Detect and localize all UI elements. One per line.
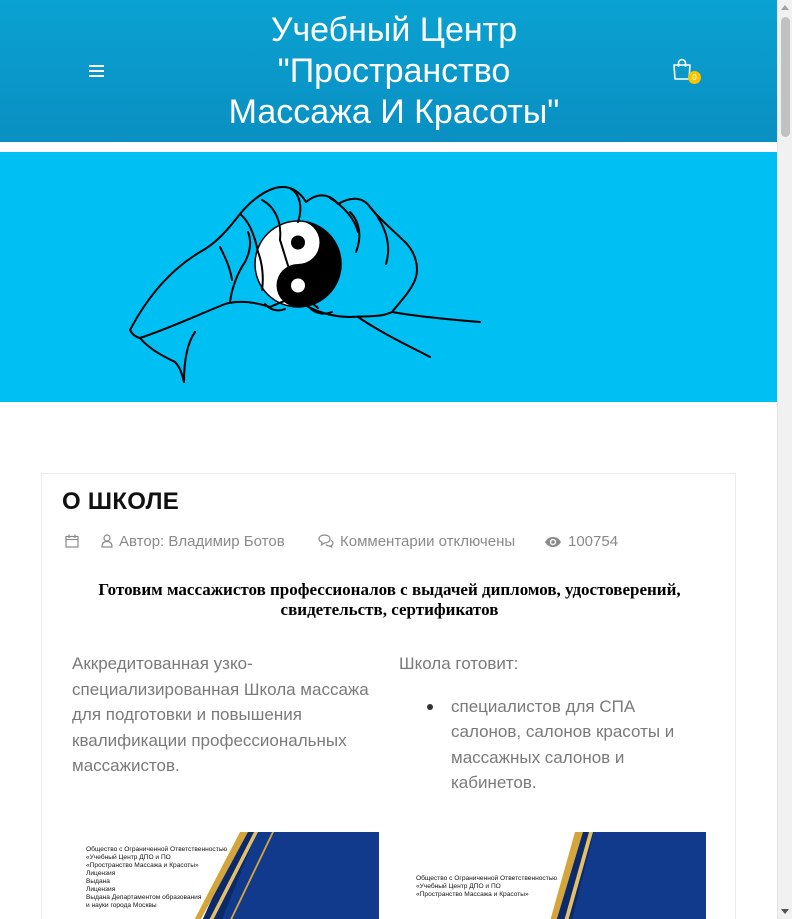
- date-meta: [65, 532, 85, 552]
- document-line: «Пространство Массажа и Красоты»: [416, 891, 529, 898]
- document-line: «Учебный Центр ДПО и ПО: [86, 854, 171, 861]
- article-title[interactable]: О ШКОЛЕ: [62, 488, 180, 515]
- vertical-scrollbar[interactable]: [777, 0, 792, 919]
- document-line: «Пространство Массажа и Красоты»: [86, 862, 199, 869]
- document-line: «Учебный Центр ДПО и ПО: [416, 883, 501, 890]
- hero-banner: [0, 152, 777, 402]
- scrollbar-thumb[interactable]: [781, 17, 790, 137]
- document-line: Лицензия: [86, 886, 116, 893]
- author-name[interactable]: Автор: Владимир Ботов: [119, 533, 285, 550]
- scroll-up-arrow-icon[interactable]: [781, 5, 789, 10]
- author-meta[interactable]: [101, 532, 285, 552]
- license-document-preview-2[interactable]: [399, 832, 706, 919]
- document-line: Выдана: [86, 878, 110, 885]
- cart-button[interactable]: [672, 58, 702, 84]
- site-title[interactable]: [194, 10, 594, 133]
- article-headline: Готовим массажистов профессионалов с выдачей дипломов, удостоверений, свидетельств, сертификатов: [98, 580, 681, 619]
- scroll-down-arrow-icon[interactable]: [781, 909, 789, 914]
- site-title-line-2: "Пространство: [277, 52, 511, 90]
- eye-icon: [544, 536, 562, 548]
- site-title-line-1: Учебный Центр: [270, 11, 518, 49]
- article-card: [41, 473, 736, 919]
- school-prepares: [399, 651, 699, 796]
- comments-icon: [318, 534, 334, 548]
- document-line: и науки города Москвы: [86, 902, 157, 909]
- list-item: специалистов для СПА салонов, салонов красоты и массажных салонов и кабинетов.: [399, 694, 699, 796]
- hands-yin-yang-illustration: [0, 152, 777, 402]
- site-header: [0, 0, 777, 142]
- document-line: Лицензия: [86, 870, 116, 877]
- document-line: Общество с Ограниченной Ответственностью: [416, 875, 558, 882]
- user-icon: [101, 534, 113, 548]
- comments-status: Комментарии отключены: [340, 533, 516, 550]
- prepares-list: [399, 694, 699, 796]
- views-meta: [544, 532, 618, 552]
- document-line: Общество с Ограниченной Ответственностью: [86, 846, 228, 853]
- school-description: Аккредитованная узко-специализированная Школа массажа для подготовки и повышения квалификации профессиональных массажистов.: [72, 654, 369, 775]
- hamburger-icon[interactable]: [89, 65, 104, 78]
- school-prepares-intro: Школа готовит:: [399, 654, 519, 673]
- license-document-preview[interactable]: [72, 832, 379, 919]
- site-title-line-3: Массажа И Красоты": [228, 93, 560, 131]
- views-count: 100754: [568, 533, 619, 550]
- cart-count-badge: 0: [688, 71, 701, 84]
- comments-meta: [318, 532, 515, 552]
- document-line: Выдана Департаментом образования: [86, 894, 202, 901]
- calendar-icon: [65, 534, 79, 548]
